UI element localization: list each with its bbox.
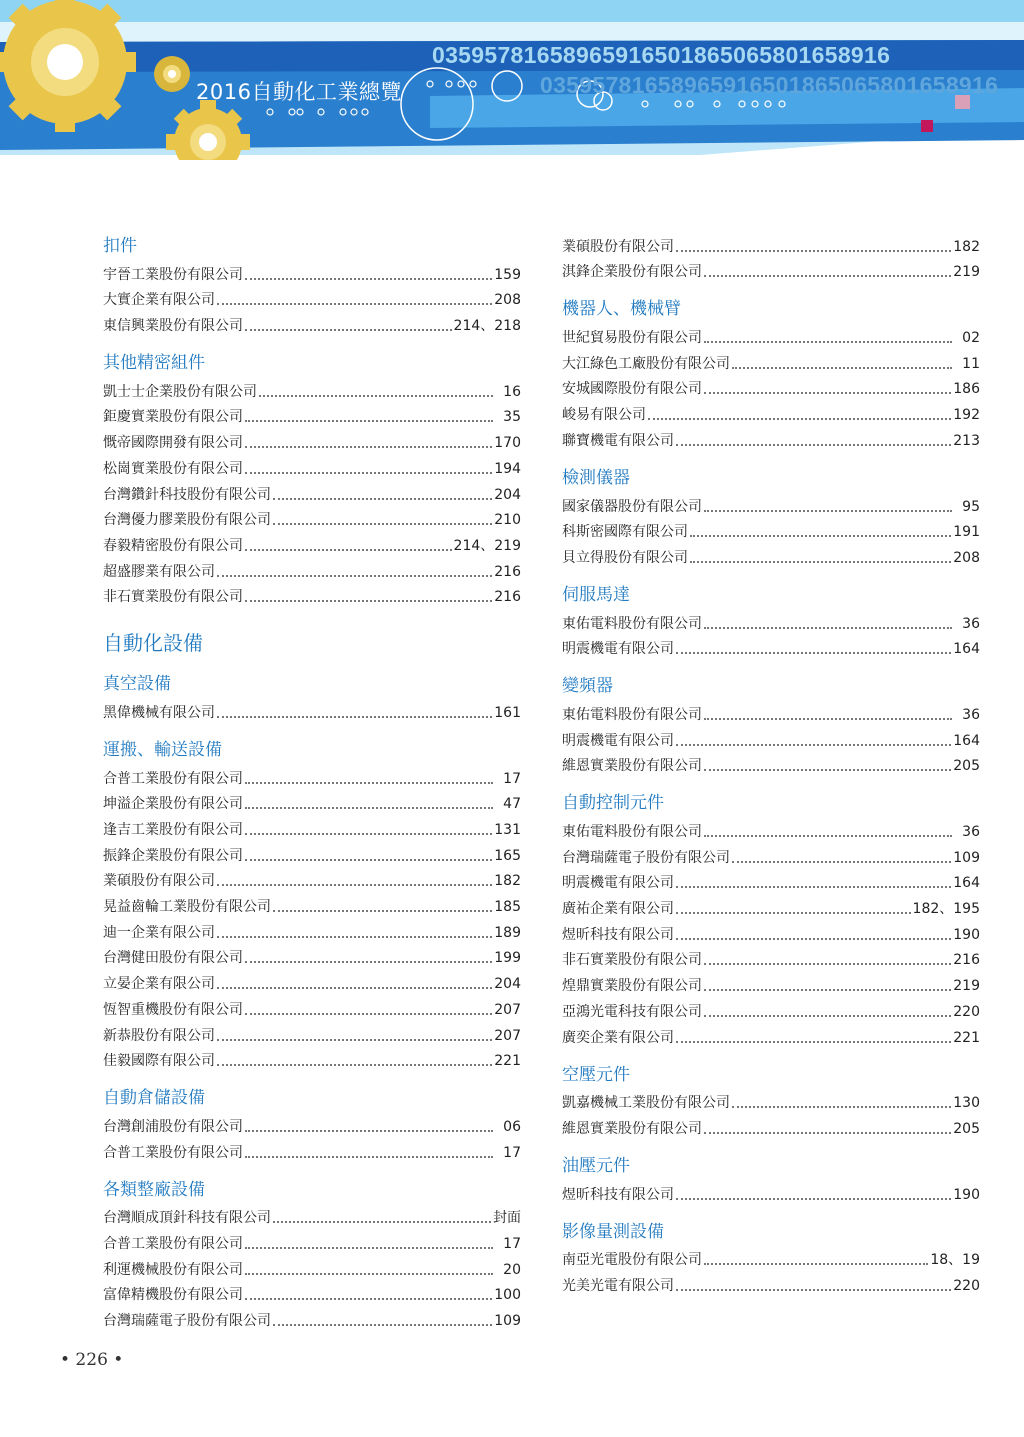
- dot-leader: [245, 859, 492, 861]
- index-entry: [103, 377, 521, 403]
- company-name: 合普工業股份有限公司: [103, 1235, 243, 1252]
- dot-leader: [273, 1221, 491, 1223]
- index-entry: [562, 635, 980, 661]
- company-name: 業碩股份有限公司: [103, 873, 215, 890]
- company-name: 煜昕科技有限公司: [562, 926, 674, 943]
- dot-leader: [676, 444, 951, 446]
- company-name: 國家儀器股份有限公司: [562, 498, 702, 515]
- index-entry: [103, 1255, 521, 1281]
- index-entry: [103, 1112, 521, 1138]
- dot-leader: [704, 275, 951, 277]
- company-name: 台灣創浦股份有限公司: [103, 1118, 243, 1135]
- dot-leader: [704, 392, 951, 394]
- page-reference: 11: [962, 355, 980, 372]
- page-reference: 36: [962, 706, 980, 723]
- dot-leader: [676, 938, 951, 940]
- index-entry: [562, 1089, 980, 1115]
- dot-leader: [273, 498, 492, 500]
- dot-leader: [217, 884, 492, 886]
- page-reference: 164: [953, 641, 980, 658]
- index-entry: [562, 232, 980, 258]
- dot-leader: [245, 472, 492, 474]
- index-entry: [562, 1023, 980, 1049]
- page-reference: 18、19: [930, 1252, 980, 1269]
- page-reference: 36: [962, 824, 980, 840]
- page-reference: 199: [494, 950, 521, 967]
- dot-leader: [676, 1041, 951, 1043]
- index-entry: [562, 400, 980, 426]
- page-reference: 204: [494, 976, 521, 993]
- page-reference: 182: [494, 873, 521, 890]
- index-entry: [562, 375, 980, 401]
- company-name: 非石實業股份有限公司: [103, 589, 243, 606]
- company-name: 凱嘉機械工業股份有限公司: [562, 1095, 730, 1112]
- page-reference: 189: [494, 924, 521, 941]
- page-reference: 47: [503, 796, 521, 813]
- dot-leader: [245, 807, 493, 809]
- page-reference: 213: [953, 432, 980, 449]
- dot-leader: [732, 861, 951, 863]
- index-entry: [562, 752, 980, 778]
- page-reference: 17: [503, 770, 521, 787]
- category-heading: 機器人、機械臂: [562, 299, 681, 320]
- index-entry: [562, 997, 980, 1023]
- dot-leader: [704, 1263, 928, 1265]
- index-entry: [562, 609, 980, 635]
- company-name: 黑偉機械有限公司: [103, 704, 215, 721]
- index-entry: [562, 1271, 980, 1297]
- company-name: 煜昕科技有限公司: [562, 1186, 674, 1203]
- company-name: 貝立得股份有限公司: [562, 549, 688, 566]
- index-column-left: [103, 232, 521, 1332]
- dot-leader: [676, 886, 951, 888]
- small-gear-icon: [154, 56, 190, 92]
- dot-leader: [273, 523, 492, 525]
- page-reference: 17: [503, 1144, 521, 1161]
- index-entry: [562, 971, 980, 997]
- index-column-right: [562, 232, 980, 1297]
- index-entry: [103, 583, 521, 609]
- book-title: 2016自動化工業總覽: [196, 80, 402, 104]
- dot-leader: [217, 303, 492, 305]
- company-name: 松崗實業股份有限公司: [103, 460, 243, 477]
- index-entry: [103, 506, 521, 532]
- index-entry: [103, 286, 521, 312]
- company-name: 非石實業股份有限公司: [562, 952, 702, 969]
- page-reference: 16: [503, 383, 521, 400]
- dot-leader: [676, 1198, 951, 1200]
- page-reference: 131: [494, 822, 521, 838]
- page-reference: 210: [494, 512, 521, 529]
- page-reference: 208: [953, 549, 980, 566]
- index-entry: [562, 518, 980, 544]
- dot-leader: [704, 1132, 951, 1134]
- company-name: 振鋒企業股份有限公司: [103, 847, 243, 864]
- index-entry: [103, 764, 521, 790]
- dot-leader: [217, 987, 492, 989]
- index-entry: [103, 260, 521, 286]
- page-reference: 220: [953, 1277, 980, 1294]
- dot-leader: [732, 1106, 951, 1108]
- company-name: 明震機電有限公司: [562, 641, 674, 658]
- dot-leader: [245, 833, 492, 835]
- dot-leader: [704, 963, 951, 965]
- dot-leader: [259, 395, 493, 397]
- page-reference: 216: [494, 563, 521, 580]
- dot-leader: [676, 744, 951, 746]
- page-reference: 186: [953, 381, 980, 398]
- index-entry: [103, 790, 521, 816]
- index-entry: [103, 1281, 521, 1307]
- company-name: 廣祐企業有限公司: [562, 901, 674, 918]
- dot-leader: [217, 936, 492, 938]
- page-reference: 207: [494, 1027, 521, 1044]
- company-name: 立晏企業有限公司: [103, 976, 215, 993]
- index-entry: [103, 841, 521, 867]
- dot-leader: [676, 652, 951, 654]
- category-heading: 真空設備: [103, 674, 171, 695]
- index-entry: [562, 258, 980, 284]
- page-reference: 35: [503, 409, 521, 426]
- page-reference: 185: [494, 899, 521, 916]
- dot-leader: [245, 1130, 493, 1132]
- company-name: 台灣優力膠業股份有限公司: [103, 512, 271, 529]
- company-name: 東佑電料股份有限公司: [562, 824, 702, 840]
- company-name: 恆智重機股份有限公司: [103, 1001, 243, 1018]
- dot-leader: [690, 561, 951, 563]
- index-entry: [562, 920, 980, 946]
- company-name: 合普工業股份有限公司: [103, 1144, 243, 1161]
- page-reference: 207: [494, 1001, 521, 1018]
- page-reference: 109: [953, 849, 980, 866]
- major-category-heading: 自動化設備: [103, 631, 203, 656]
- company-name: 維恩實業股份有限公司: [562, 758, 702, 775]
- index-entry: [562, 1114, 980, 1140]
- page-reference: 02: [962, 330, 980, 347]
- page-reference: 220: [953, 1003, 980, 1020]
- page-reference: 190: [953, 1186, 980, 1203]
- page-reference: 165: [494, 847, 521, 864]
- index-entry: [103, 918, 521, 944]
- company-name: 逢吉工業股份有限公司: [103, 822, 243, 838]
- dot-leader: [704, 989, 951, 991]
- company-name: 廣奕企業有限公司: [562, 1029, 674, 1046]
- page-reference: 191: [953, 524, 980, 541]
- company-name: 佳毅國際有限公司: [103, 1053, 215, 1070]
- page-reference: 219: [953, 264, 980, 281]
- page-number: • 226 •: [60, 1350, 124, 1370]
- company-name: 台灣鑽針科技股份有限公司: [103, 486, 271, 503]
- dot-leader: [676, 250, 951, 252]
- index-entry: [562, 1180, 980, 1206]
- company-name: 鉅慶實業股份有限公司: [103, 409, 243, 426]
- page-reference: 216: [953, 952, 980, 969]
- category-heading: 扣件: [103, 236, 137, 256]
- page-reference: 100: [494, 1287, 521, 1304]
- dot-leader: [676, 912, 911, 914]
- company-name: 煌鼎實業股份有限公司: [562, 978, 702, 995]
- page-reference: 214、218: [453, 318, 521, 335]
- company-name: 峻易有限公司: [562, 407, 646, 424]
- page-reference: 182: [953, 238, 980, 255]
- page-reference: 109: [494, 1313, 521, 1329]
- index-entry: [562, 946, 980, 972]
- index-entry: [562, 843, 980, 869]
- company-name: 迪一企業有限公司: [103, 924, 215, 941]
- page-reference: 17: [503, 1235, 521, 1252]
- dot-leader: [690, 535, 951, 537]
- company-name: 亞鴻光電科技有限公司: [562, 1003, 702, 1020]
- dot-leader: [704, 627, 952, 629]
- company-name: 明震機電有限公司: [562, 732, 674, 749]
- company-name: 富偉精機股份有限公司: [103, 1287, 243, 1304]
- company-name: 利運機械股份有限公司: [103, 1261, 243, 1278]
- dot-leader: [245, 1273, 493, 1275]
- company-name: 淇鋒企業股份有限公司: [562, 264, 702, 281]
- index-entry: [562, 726, 980, 752]
- page-reference: 205: [953, 758, 980, 775]
- dot-leader: [704, 1015, 951, 1017]
- index-entry: [103, 995, 521, 1021]
- page-reference: 159: [494, 266, 521, 283]
- page-reference: 205: [953, 1120, 980, 1137]
- company-name: 東信興業股份有限公司: [103, 318, 243, 335]
- company-name: 維恩實業股份有限公司: [562, 1120, 702, 1137]
- company-name: 慨帝國際開發有限公司: [103, 435, 243, 452]
- page-reference: 95: [962, 498, 980, 515]
- index-entry: [562, 869, 980, 895]
- page-reference: 194: [494, 460, 521, 477]
- index-entry: [103, 311, 521, 337]
- index-entry: [103, 1047, 521, 1073]
- dot-leader: [245, 446, 492, 448]
- index-entry: [103, 454, 521, 480]
- page-reference: 192: [953, 407, 980, 424]
- header-digits-line-1: 03595781658965916501865065801658916: [432, 42, 891, 68]
- category-heading: 自動控制元件: [562, 793, 664, 814]
- page-reference: 164: [953, 732, 980, 749]
- index-entry: [103, 944, 521, 970]
- company-name: 台灣順成頂針科技有限公司: [103, 1210, 271, 1227]
- index-entry: [103, 428, 521, 454]
- category-heading: 檢測儀器: [562, 467, 630, 488]
- dot-leader: [217, 575, 492, 577]
- page-reference: 06: [503, 1118, 521, 1135]
- page-reference: 190: [953, 926, 980, 943]
- index-entry: [103, 403, 521, 429]
- company-name: 凱士士企業股份有限公司: [103, 383, 257, 400]
- dot-leader: [217, 1039, 492, 1041]
- index-entry: [562, 492, 980, 518]
- category-heading: 影像量測設備: [562, 1221, 664, 1242]
- company-name: 台灣瑞薩電子股份有限公司: [103, 1313, 271, 1329]
- index-entry: [103, 815, 521, 841]
- category-heading: 各類整廠設備: [103, 1179, 205, 1200]
- company-name: 東佑電料股份有限公司: [562, 615, 702, 632]
- company-name: 新恭股份有限公司: [103, 1027, 215, 1044]
- category-heading: 自動倉儲設備: [103, 1088, 205, 1109]
- company-name: 春毅精密股份有限公司: [103, 537, 243, 554]
- category-heading: 空壓元件: [562, 1064, 630, 1085]
- page-reference: 204: [494, 486, 521, 503]
- page-reference: 221: [494, 1053, 521, 1070]
- dot-leader: [245, 420, 493, 422]
- category-heading: 運搬、輸送設備: [103, 739, 222, 760]
- dot-leader: [704, 341, 952, 343]
- dot-leader: [704, 835, 952, 837]
- company-name: 超盛膠業有限公司: [103, 563, 215, 580]
- index-entry: [562, 426, 980, 452]
- company-name: 業碩股份有限公司: [562, 238, 674, 255]
- dot-leader: [704, 510, 952, 512]
- dot-leader: [217, 1064, 492, 1066]
- company-name: 宇晉工業股份有限公司: [103, 266, 243, 283]
- index-entry: [103, 531, 521, 557]
- index-entry: [103, 1204, 521, 1230]
- index-entry: [103, 1229, 521, 1255]
- dot-leader: [273, 1324, 492, 1326]
- dot-leader: [245, 782, 493, 784]
- dot-leader: [704, 718, 952, 720]
- index-entry: [562, 349, 980, 375]
- dot-leader: [245, 1013, 492, 1015]
- page-reference: 161: [494, 704, 521, 721]
- index-entry: [562, 700, 980, 726]
- page-reference: 20: [503, 1261, 521, 1278]
- dot-leader: [245, 1247, 493, 1249]
- dot-leader: [245, 1156, 493, 1158]
- page-reference: 182、195: [912, 901, 980, 918]
- page-reference: 130: [953, 1095, 980, 1112]
- company-name: 南亞光電股份有限公司: [562, 1252, 702, 1269]
- category-heading: 其他精密組件: [103, 353, 205, 374]
- company-name: 大實企業有限公司: [103, 292, 215, 309]
- company-name: 光美光電有限公司: [562, 1277, 674, 1294]
- index-entry: [562, 323, 980, 349]
- page-reference: 219: [953, 978, 980, 995]
- category-heading: 變頻器: [562, 676, 613, 697]
- index-entry: [103, 969, 521, 995]
- company-name: 合普工業股份有限公司: [103, 770, 243, 787]
- dot-leader: [676, 1289, 951, 1291]
- company-name: 晃益齒輪工業股份有限公司: [103, 899, 271, 916]
- page-reference: 36: [962, 615, 980, 632]
- index-entry: [103, 892, 521, 918]
- company-name: 聯寶機電有限公司: [562, 432, 674, 449]
- category-heading: 油壓元件: [562, 1155, 630, 1176]
- page-reference: 封面: [493, 1210, 521, 1227]
- page-reference: 216: [494, 589, 521, 606]
- index-entry: [562, 817, 980, 843]
- page-reference: 164: [953, 875, 980, 892]
- dot-leader: [245, 1298, 492, 1300]
- index-entry: [562, 1246, 980, 1272]
- page-header: [0, 0, 1024, 160]
- index-entry: [103, 1306, 521, 1332]
- dot-leader: [648, 418, 951, 420]
- dot-leader: [217, 716, 492, 718]
- index-entry: [562, 543, 980, 569]
- company-name: 台灣健田股份有限公司: [103, 950, 243, 967]
- dot-leader: [245, 961, 492, 963]
- page-reference: 221: [953, 1029, 980, 1046]
- dot-leader: [245, 278, 492, 280]
- category-heading: 伺服馬達: [562, 584, 630, 605]
- company-name: 台灣瑞薩電子股份有限公司: [562, 849, 730, 866]
- dot-leader: [273, 910, 492, 912]
- company-name: 坤溢企業股份有限公司: [103, 796, 243, 813]
- index-entry: [103, 1021, 521, 1047]
- index-entry: [103, 557, 521, 583]
- index-entry: [103, 867, 521, 893]
- index-entry: [562, 894, 980, 920]
- company-name: 明震機電有限公司: [562, 875, 674, 892]
- company-name: 安城國際股份有限公司: [562, 381, 702, 398]
- dot-leader: [245, 329, 452, 331]
- page-reference: 170: [494, 435, 521, 452]
- index-entry: [103, 480, 521, 506]
- company-name: 科斯密國際有限公司: [562, 524, 688, 541]
- dot-leader: [704, 769, 951, 771]
- dot-leader: [245, 600, 492, 602]
- dot-leader: [245, 549, 452, 551]
- page-reference: 214、219: [453, 537, 521, 554]
- page-reference: 208: [494, 292, 521, 309]
- company-name: 東佑電料股份有限公司: [562, 706, 702, 723]
- company-name: 大江綠色工廠股份有限公司: [562, 355, 730, 372]
- header-digits-line-2: 03595781658965916501865065801658916: [540, 72, 999, 98]
- index-entry: [103, 1138, 521, 1164]
- dot-leader: [732, 367, 952, 369]
- company-name: 世紀貿易股份有限公司: [562, 330, 702, 347]
- index-entry: [103, 698, 521, 724]
